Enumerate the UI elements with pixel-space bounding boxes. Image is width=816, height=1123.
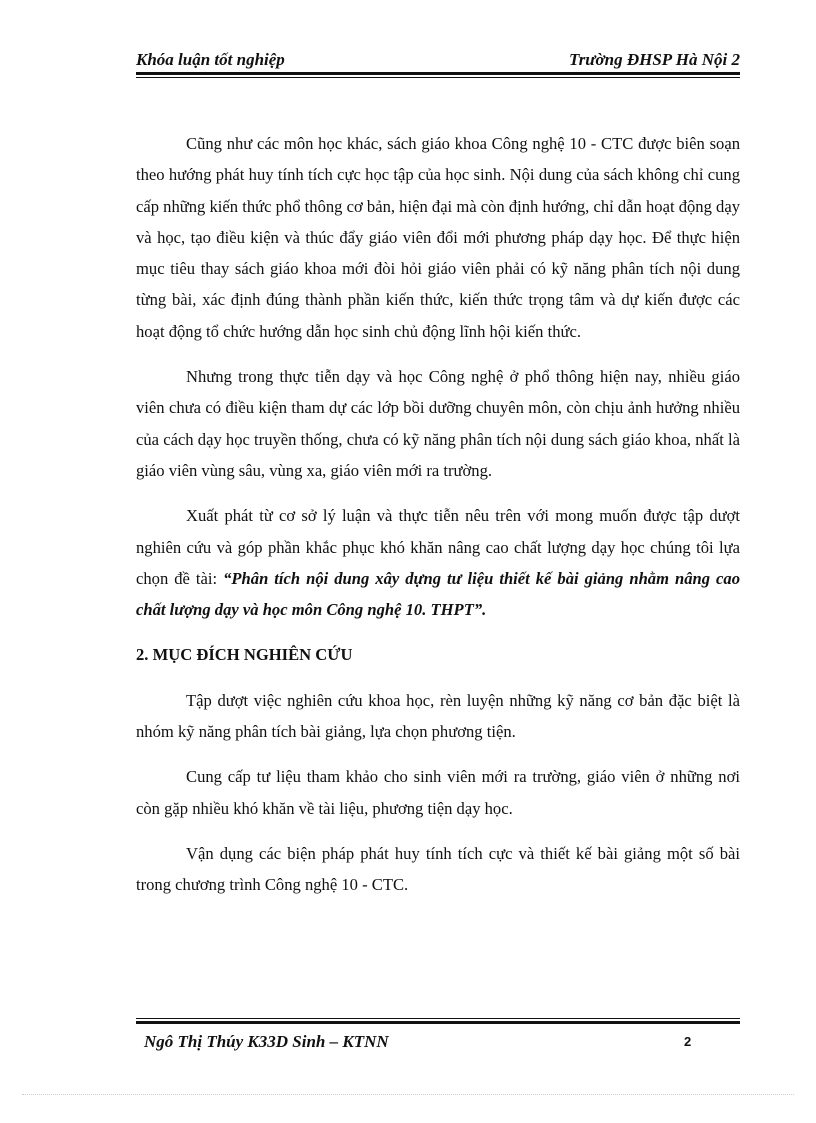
header-rule-thick [136,72,740,75]
paragraph-3-text: Xuất phát từ cơ sở lý luận và thực tiễn nêu trên với mong muốn được tập dượt nghiên cứu và góp phần khắc phục khó khăn nâng cao chất lượng dạy học chúng tôi lựa chọn đề tài: [136,506,740,588]
paragraph-5: Cung cấp tư liệu tham khảo cho sinh viên mới ra trường, giáo viên ở những nơi còn gặp nhiều khó khăn về tài liệu, phương tiện dạy học. [136,767,740,818]
page-footer [136,1032,740,1056]
section-heading-purpose: 2. MỤC ĐÍCH NGHIÊN CỨU [136,645,353,665]
footer-author: Ngô Thị Thúy K33D Sinh – KTNN [144,1032,389,1051]
header-thesis-label: Khóa luận tốt nghiệp [136,50,285,69]
page-bottom-dotted-line [22,1094,794,1095]
paragraph-4: Tập dượt việc nghiên cứu khoa học, rèn luyện những kỹ năng cơ bản đặc biệt là nhóm kỹ năng phân tích bài giảng, lựa chọn phương tiện. [136,690,740,742]
footer-rule-thin [136,1018,740,1019]
paragraph-1: Cũng như các môn học khác, sách giáo khoa Công nghệ 10 - CTC được biên soạn theo hướng phát huy tính tích cực học tập của học sinh. Nội dung của sách không chỉ cung cấp những kiến thức phổ thông cơ bản, hiện đại mà còn định hướng, chỉ dẫn hoạt động dạy và học, tạo điều kiện và thúc đẩy giáo viên đổi mới phương pháp dạy học. Để thực hiện mục tiêu thay sách giáo khoa mới đòi hỏi giáo viên phải có kỹ năng phân tích nội dung từng bài, xác định đúng thành phần kiến thức, kiến thức trọng tâm và dự kiến được các hoạt động tổ chức hướng dẫn học sinh chủ động lĩnh hội kiến thức. [136,134,740,341]
paragraph-2: Nhưng trong thực tiễn dạy và học Công nghệ ở phổ thông hiện nay, nhiều giáo viên chưa có điều kiện tham dự các lớp bồi dưỡng chuyên môn, còn chịu ảnh hưởng nhiều của cách dạy học truyền thống, chưa có kỹ năng phân tích nội dung sách giáo khoa, nhất là giáo viên vùng sâu, vùng xa, giáo viên mới ra trường. [136,367,740,480]
footer-rule-thick [136,1021,740,1024]
page-header [136,46,740,74]
page-number: 2 [684,1034,692,1049]
document-body [136,128,740,915]
paragraph-6: Vận dụng các biện pháp phát huy tính tích cực và thiết kế bài giảng một số bài trong chương trình Công nghệ 10 - CTC. [136,843,740,895]
thesis-title: “Phân tích nội dung xây dựng tư liệu thiết kế bài giảng nhằm nâng cao chất lượng dạy và học môn Công nghệ 10. THPT”. [136,568,740,620]
header-university: Trường ĐHSP Hà Nội 2 [568,50,740,69]
paragraph-3 [136,500,740,625]
header-rule-thin [136,77,740,78]
